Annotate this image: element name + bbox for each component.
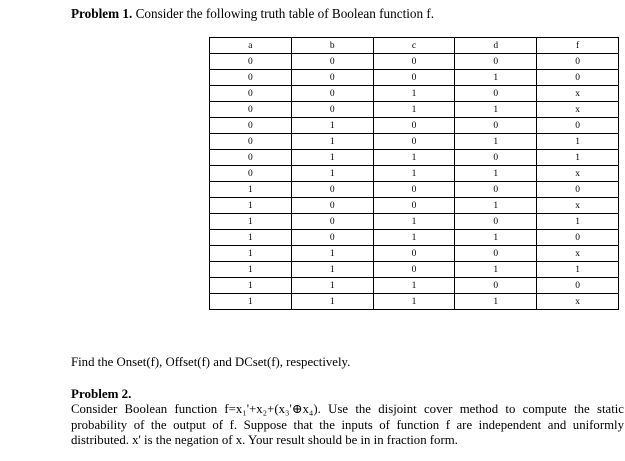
- table-cell-d: 0: [455, 150, 537, 166]
- table-row: [210, 278, 619, 294]
- table-cell-a: 0: [210, 134, 292, 150]
- table-cell-c: 1: [373, 150, 455, 166]
- table-cell-b: 0: [291, 70, 373, 86]
- table-cell-d: 0: [455, 54, 537, 70]
- truth-table-header-row: [210, 38, 619, 54]
- header-d: d: [455, 38, 537, 54]
- table-cell-b: 1: [291, 118, 373, 134]
- table-cell-b: 0: [291, 86, 373, 102]
- header-a: a: [210, 38, 292, 54]
- table-cell-a: 1: [210, 198, 292, 214]
- table-cell-a: 0: [210, 54, 292, 70]
- header-b: b: [291, 38, 373, 54]
- table-cell-d: 0: [455, 86, 537, 102]
- problem1-intro: Consider the following truth table of Boolean function f.: [135, 6, 435, 21]
- table-row: [210, 70, 619, 86]
- table-cell-f: 0: [537, 230, 619, 246]
- table-row: [210, 134, 619, 150]
- table-row: [210, 86, 619, 102]
- table-cell-c: 0: [373, 134, 455, 150]
- truth-table: [209, 37, 619, 310]
- table-cell-a: 1: [210, 278, 292, 294]
- table-cell-f: x: [537, 198, 619, 214]
- table-row: [210, 294, 619, 310]
- table-cell-b: 0: [291, 198, 373, 214]
- table-cell-f: 0: [537, 278, 619, 294]
- table-cell-d: 1: [455, 102, 537, 118]
- problem2-title: Problem 2.: [71, 386, 132, 401]
- table-cell-b: 0: [291, 230, 373, 246]
- table-cell-a: 1: [210, 214, 292, 230]
- table-row: [210, 102, 619, 118]
- table-cell-c: 1: [373, 86, 455, 102]
- table-row: [210, 214, 619, 230]
- table-cell-b: 0: [291, 182, 373, 198]
- table-cell-d: 1: [455, 198, 537, 214]
- table-cell-b: 1: [291, 294, 373, 310]
- table-cell-d: 1: [455, 262, 537, 278]
- table-cell-d: 0: [455, 246, 537, 262]
- table-cell-a: 0: [210, 166, 292, 182]
- table-cell-a: 1: [210, 294, 292, 310]
- truth-table-body: [210, 54, 619, 310]
- table-cell-f: x: [537, 294, 619, 310]
- table-row: [210, 166, 619, 182]
- table-cell-c: 0: [373, 54, 455, 70]
- problem1-heading: [71, 6, 434, 22]
- table-cell-c: 1: [373, 102, 455, 118]
- table-cell-a: 1: [210, 246, 292, 262]
- table-row: [210, 182, 619, 198]
- table-cell-d: 1: [455, 70, 537, 86]
- table-cell-a: 1: [210, 262, 292, 278]
- table-cell-f: 0: [537, 182, 619, 198]
- table-cell-f: x: [537, 102, 619, 118]
- table-cell-f: 1: [537, 262, 619, 278]
- table-cell-b: 1: [291, 150, 373, 166]
- table-cell-c: 1: [373, 166, 455, 182]
- header-c: c: [373, 38, 455, 54]
- table-cell-d: 1: [455, 230, 537, 246]
- table-cell-f: 1: [537, 134, 619, 150]
- table-cell-c: 1: [373, 278, 455, 294]
- table-cell-b: 0: [291, 54, 373, 70]
- table-cell-b: 1: [291, 246, 373, 262]
- problem1-question: Find the Onset(f), Offset(f) and DCset(f), respectively.: [71, 355, 351, 369]
- table-cell-f: 0: [537, 118, 619, 134]
- table-cell-c: 1: [373, 230, 455, 246]
- table-cell-c: 0: [373, 118, 455, 134]
- table-cell-d: 0: [455, 278, 537, 294]
- table-cell-a: 0: [210, 150, 292, 166]
- table-cell-b: 0: [291, 214, 373, 230]
- table-cell-c: 0: [373, 70, 455, 86]
- table-cell-a: 1: [210, 230, 292, 246]
- table-cell-d: 1: [455, 166, 537, 182]
- table-cell-d: 1: [455, 294, 537, 310]
- table-cell-d: 0: [455, 182, 537, 198]
- table-cell-b: 1: [291, 262, 373, 278]
- table-cell-f: 1: [537, 214, 619, 230]
- table-cell-b: 0: [291, 102, 373, 118]
- table-cell-b: 1: [291, 278, 373, 294]
- table-cell-a: 1: [210, 182, 292, 198]
- table-cell-f: 0: [537, 70, 619, 86]
- table-cell-a: 0: [210, 70, 292, 86]
- table-row: [210, 150, 619, 166]
- table-row: [210, 246, 619, 262]
- table-row: [210, 198, 619, 214]
- table-cell-f: x: [537, 86, 619, 102]
- table-cell-c: 0: [373, 246, 455, 262]
- table-cell-f: x: [537, 246, 619, 262]
- table-cell-c: 1: [373, 294, 455, 310]
- table-cell-d: 0: [455, 118, 537, 134]
- table-row: [210, 118, 619, 134]
- table-cell-a: 0: [210, 102, 292, 118]
- table-cell-d: 1: [455, 134, 537, 150]
- header-f: f: [537, 38, 619, 54]
- table-cell-c: 0: [373, 262, 455, 278]
- table-cell-f: 1: [537, 150, 619, 166]
- table-cell-f: 0: [537, 54, 619, 70]
- table-cell-c: 0: [373, 182, 455, 198]
- table-row: [210, 262, 619, 278]
- problem2-body: Consider Boolean function f=x₁'+x₂+(x₃'⊕x₄). Use the disjoint cover method to compute the static probability of the output of f. Suppose that the inputs of function f are independent and uniformly distributed. x' is the negation of x. Your result should be in in fraction form.: [71, 402, 624, 447]
- problem1-label: Problem 1.: [71, 6, 133, 21]
- table-cell-a: 0: [210, 86, 292, 102]
- table-row: [210, 54, 619, 70]
- table-row: [210, 230, 619, 246]
- table-cell-c: 1: [373, 214, 455, 230]
- table-cell-b: 1: [291, 166, 373, 182]
- table-cell-c: 0: [373, 198, 455, 214]
- table-cell-d: 0: [455, 214, 537, 230]
- table-cell-f: x: [537, 166, 619, 182]
- table-cell-b: 1: [291, 134, 373, 150]
- table-cell-a: 0: [210, 118, 292, 134]
